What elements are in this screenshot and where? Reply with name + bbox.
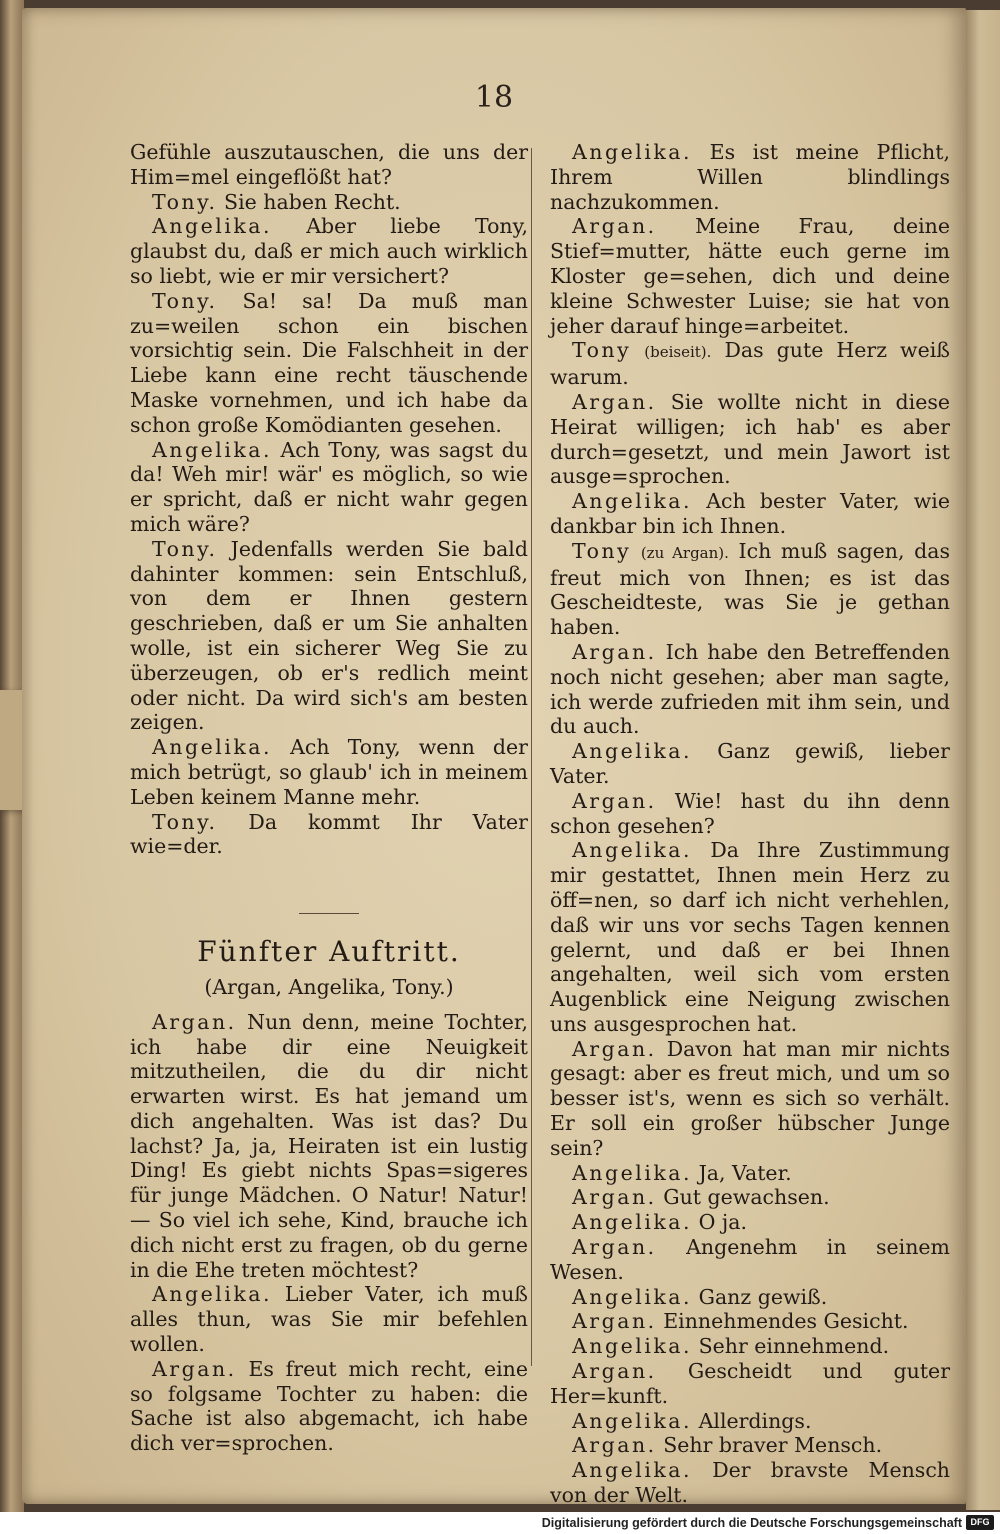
dialogue-text: Es freut mich recht, eine so folgsame Tochter zu haben: die Sache ist also abgemacht, ich habe dich ver=sprochen. <box>130 1356 528 1456</box>
speaker-name: Angelika. <box>572 140 693 164</box>
dialogue-text: Nun denn, meine Tochter, ich habe dir eine Neuigkeit mitzutheilen, die du dir nicht erwarten wirst. Es hat jemand um dich angehalten. Was ist das? Du lachst? Ja, ja, Heiraten ist ein lustig Ding! Es giebt nichts Spas=sigeres für junge Mädchen. O Natur! Natur! — So viel ich sehe, Kind, brauche ich dich nicht erst zu fragen, ob du gerne in die Ehe treten möchtest? <box>130 1009 528 1282</box>
dialogue-paragraph <box>550 214 950 338</box>
dialogue-paragraph <box>130 1010 528 1283</box>
dialogue-paragraph <box>130 1282 528 1356</box>
left-column <box>130 140 528 1456</box>
speaker-name: Tony <box>572 538 632 563</box>
speaker-name: Argan. <box>572 1185 657 1210</box>
speaker-name: Angelika. <box>152 1282 273 1307</box>
speaker-name: Argan. <box>152 1356 237 1381</box>
dialogue-text: Wie! hast du ihn denn schon gesehen? <box>550 788 950 838</box>
speaker-name: Angelika. <box>572 739 693 764</box>
speaker-name: Argan. <box>572 1309 657 1334</box>
dialogue-text: Sehr einnehmend. <box>698 1334 890 1359</box>
dialogue-text: O ja. <box>698 1210 747 1235</box>
dialogue-text: Ich muß sagen, das freut mich von Ihnen; es ist das Gescheidteste, was Sie je gethan haben. <box>550 538 950 640</box>
speaker-name: Angelika. <box>572 1458 693 1483</box>
dialogue-text: Der bravste Mensch von der Welt. <box>550 1458 950 1508</box>
speaker-name: Tony. <box>152 809 218 834</box>
dialogue-paragraph <box>130 140 528 190</box>
speaker-name: Argan. <box>572 639 657 664</box>
dialogue-text: Das gute Herz weiß warum. <box>550 338 950 390</box>
speaker-name: Argan. <box>572 214 657 239</box>
dialogue-text: Sie haben Recht. <box>224 189 401 214</box>
dialogue-paragraph <box>130 214 528 288</box>
dfg-logo: DFG <box>966 1515 994 1530</box>
speaker-name: Argan. <box>152 1009 237 1034</box>
dialogue-text: Angenehm in seinem Wesen. <box>550 1235 950 1284</box>
dialogue-paragraph <box>550 539 950 640</box>
speaker-name: Tony. <box>152 189 218 214</box>
speaker-name: Argan. <box>572 1359 657 1384</box>
speaker-name: Angelika. <box>572 838 693 863</box>
dialogue-paragraph <box>550 1409 950 1434</box>
dialogue-paragraph <box>550 1334 950 1359</box>
dialogue-paragraph <box>130 735 528 809</box>
dialogue-paragraph <box>130 537 528 735</box>
dialogue-paragraph <box>550 789 950 839</box>
dialogue-paragraph <box>550 338 950 390</box>
dialogue-paragraph <box>550 640 950 739</box>
dialogue-paragraph <box>550 1458 950 1508</box>
dialogue-text: Ach bester Vater, wie dankbar bin ich Ihnen. <box>550 489 950 538</box>
section-spacer <box>130 859 528 913</box>
dialogue-text: Ganz gewiß, lieber Vater. <box>550 739 950 788</box>
left-column-dialogue-2 <box>130 1010 528 1456</box>
dialogue-text: Ich habe den Betreffenden noch nicht gesehen; aber man sagte, ich werde zufrieden mit ihm sein, und du auch. <box>550 639 950 739</box>
dialogue-text: Gut gewachsen. <box>663 1185 830 1210</box>
left-column-dialogue <box>130 140 528 859</box>
dialogue-text: Einnehmendes Gesicht. <box>663 1309 909 1334</box>
speaker-name: Argan. <box>572 389 657 414</box>
dialogue-text: Lieber Vater, ich muß alles thun, was Sie mir befehlen wollen. <box>130 1282 528 1357</box>
speaker-name: Argan. <box>572 1036 657 1061</box>
dialogue-text: Sa! sa! Da muß man zu=weilen schon ein bischen vorsichtig sein. Die Falschheit in der Liebe kann eine recht täuschende Maske vornehmen, und ich habe da schon große Komödianten gesehen. <box>130 288 528 437</box>
dialogue-text: Sie wollte nicht in diese Heirat willigen; ich hab' es aber durch=gesetzt, und mein Jawort ist ausge=sprochen. <box>550 389 950 489</box>
stage-direction: (zu Argan). <box>640 543 729 562</box>
dialogue-text: Sehr braver Mensch. <box>663 1433 883 1458</box>
dialogue-paragraph <box>550 1309 950 1334</box>
dialogue-text: Es ist meine Pflicht, Ihrem Willen blindlings nachzukommen. <box>550 140 950 214</box>
speaker-name: Angelika. <box>572 489 693 514</box>
speaker-name: Argan. <box>572 788 657 813</box>
right-column-dialogue <box>550 140 950 1508</box>
dialogue-text: Ach Tony, was sagst du da! Weh mir! wär' es möglich, so wie er spricht, daß er nicht wahr gegen mich wäre? <box>130 437 528 536</box>
speaker-name: Angelika. <box>152 214 273 239</box>
dialogue-paragraph <box>550 1433 950 1458</box>
speaker-name: Angelika. <box>152 735 273 760</box>
page-number: 18 <box>474 80 514 115</box>
dialogue-text: Meine Frau, deine Stief=mutter, hätte euch gerne im Kloster ge=sehen, dich und deine kleine Schwester Luise; sie hat von jeher darauf hinge=arbeitet. <box>550 214 950 338</box>
speaker-name: Angelika. <box>572 1408 693 1433</box>
dialogue-paragraph <box>550 390 950 489</box>
dialogue-text: Gefühle auszutauschen, die uns der Him=mel eingeflößt hat? <box>130 140 528 189</box>
dialogue-text: Aber liebe Tony, glaubst du, daß er mich auch wirklich so liebt, wie er mir versichert? <box>130 214 528 288</box>
speaker-name: Angelika. <box>572 1210 693 1235</box>
dialogue-paragraph <box>130 810 528 860</box>
dialogue-paragraph <box>550 1235 950 1285</box>
speaker-name: Argan. <box>572 1433 657 1458</box>
dialogue-text: Ja, Vater. <box>698 1160 792 1185</box>
right-column <box>550 140 950 1508</box>
column-divider <box>531 148 532 1366</box>
speaker-name: Tony. <box>152 536 218 561</box>
dialogue-paragraph <box>550 1359 950 1409</box>
footer-credit: Digitalisierung gefördert durch die Deutsche Forschungsgemeinschaft <box>541 1516 962 1530</box>
digitization-footer <box>0 1512 1000 1534</box>
speaker-name: Tony. <box>152 288 218 313</box>
speaker-name: Angelika. <box>572 1160 693 1185</box>
dialogue-paragraph <box>550 1185 950 1210</box>
dialogue-paragraph <box>550 838 950 1036</box>
speaker-name: Angelika. <box>152 437 273 462</box>
book-page <box>22 8 966 1508</box>
section-heading: Fünfter Auftritt. <box>197 935 461 969</box>
speaker-name: Tony <box>572 338 632 363</box>
dialogue-text: Davon hat man mir nichts gesagt: aber es freut mich, und um so besser ist's, wenn es sich so verhält. Er soll ein großer hübscher Junge sein? <box>550 1036 950 1160</box>
dialogue-paragraph <box>550 1210 950 1235</box>
dialogue-paragraph <box>550 1285 950 1310</box>
dialogue-text: Da Ihre Zustimmung mir gestattet, Ihnen mein Herz zu öff=nen, so darf ich nicht verhehlen, daß wir uns vor sechs Tagen kennen gelernt, und daß er bei Ihnen angehalten, weil sich vom ersten Augenblick eine Neigung zwischen uns ausgesprochen hat. <box>550 838 950 1036</box>
dialogue-text: Jedenfalls werden Sie bald dahinter kommen: sein Entschluß, von dem er Ihnen gestern geschrieben, daß er um Sie anhalten wolle, ist ein sicherer Weg Sie zu überzeugen, ob er's redlich meint oder nicht. Da wird sich's am besten zeigen. <box>130 536 528 735</box>
dialogue-paragraph <box>550 489 950 539</box>
section-divider <box>299 913 359 914</box>
dialogue-text: Allerdings. <box>698 1408 812 1433</box>
dialogue-paragraph <box>130 289 528 438</box>
next-page-edge <box>966 10 1000 1510</box>
dialogue-paragraph <box>130 438 528 537</box>
dialogue-text: Da kommt Ihr Vater wie=der. <box>130 809 528 859</box>
speaker-name: Argan. <box>572 1235 657 1260</box>
section-cast: (Argan, Angelika, Tony.) <box>204 974 454 999</box>
dialogue-paragraph <box>550 739 950 789</box>
dialogue-paragraph <box>130 1357 528 1456</box>
stage-direction: (beiseit). <box>644 343 712 362</box>
dialogue-paragraph <box>550 140 950 214</box>
speaker-name: Angelika. <box>572 1284 693 1309</box>
speaker-name: Angelika. <box>572 1334 693 1359</box>
dialogue-text: Gescheidt und guter Her=kunft. <box>550 1359 950 1408</box>
dialogue-text: Ganz gewiß. <box>698 1284 828 1309</box>
dialogue-paragraph <box>550 1037 950 1161</box>
dialogue-paragraph <box>130 190 528 215</box>
dialogue-text: Ach Tony, wenn der mich betrügt, so glaub' ich in meinem Leben keinem Manne mehr. <box>130 735 528 809</box>
dialogue-paragraph <box>550 1161 950 1186</box>
